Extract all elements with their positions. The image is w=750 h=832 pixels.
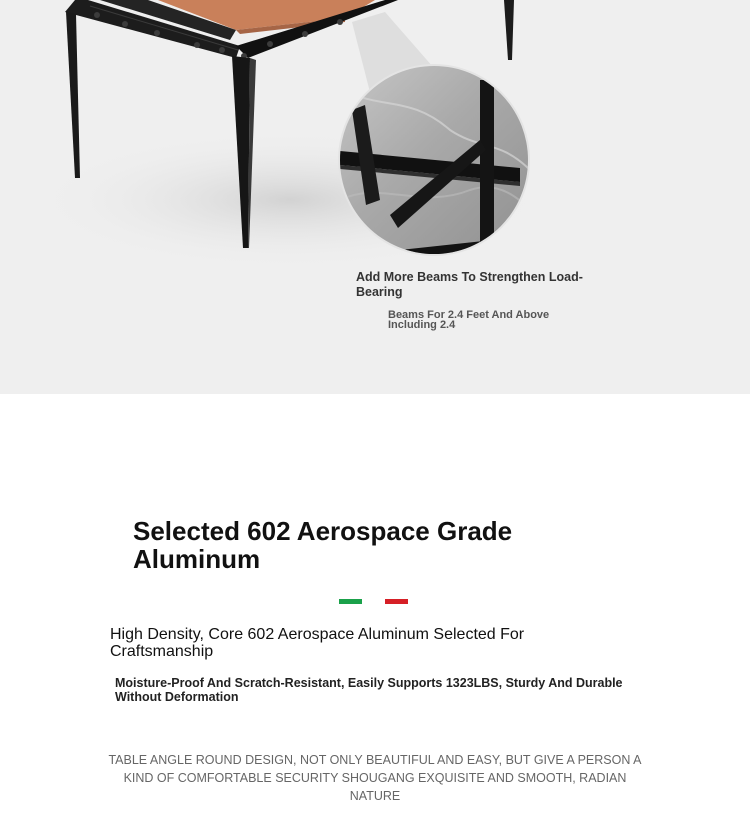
design-caption: TABLE ANGLE ROUND DESIGN, NOT ONLY BEAUTIFUL AND EASY, BUT GIVE A PERSON A KIND OF COMFORTABLE SECURITY SHOUGANG EXQUISITE AND SMOOTH, RADIAN NATURE xyxy=(108,753,642,803)
table-frame-section xyxy=(0,0,750,394)
beams-subtitle: Beams For 2.4 Feet And Above Including 2.4 xyxy=(388,309,550,331)
beams-title: Add More Beams To Strengthen Load-Bearing xyxy=(356,270,583,299)
material-subtitle: High Density, Core 602 Aerospace Aluminum Selected For Craftsmanship xyxy=(110,626,525,660)
italy-flag-green-bar xyxy=(339,599,362,604)
table-frame-illustration xyxy=(0,0,750,394)
material-description: Moisture-Proof And Scratch-Resistant, Easily Supports 1323LBS, Sturdy And Durable Without Deformation xyxy=(115,676,623,704)
material-title: Selected 602 Aerospace Grade Aluminum xyxy=(133,516,513,574)
italy-flag-red-bar xyxy=(385,599,408,604)
